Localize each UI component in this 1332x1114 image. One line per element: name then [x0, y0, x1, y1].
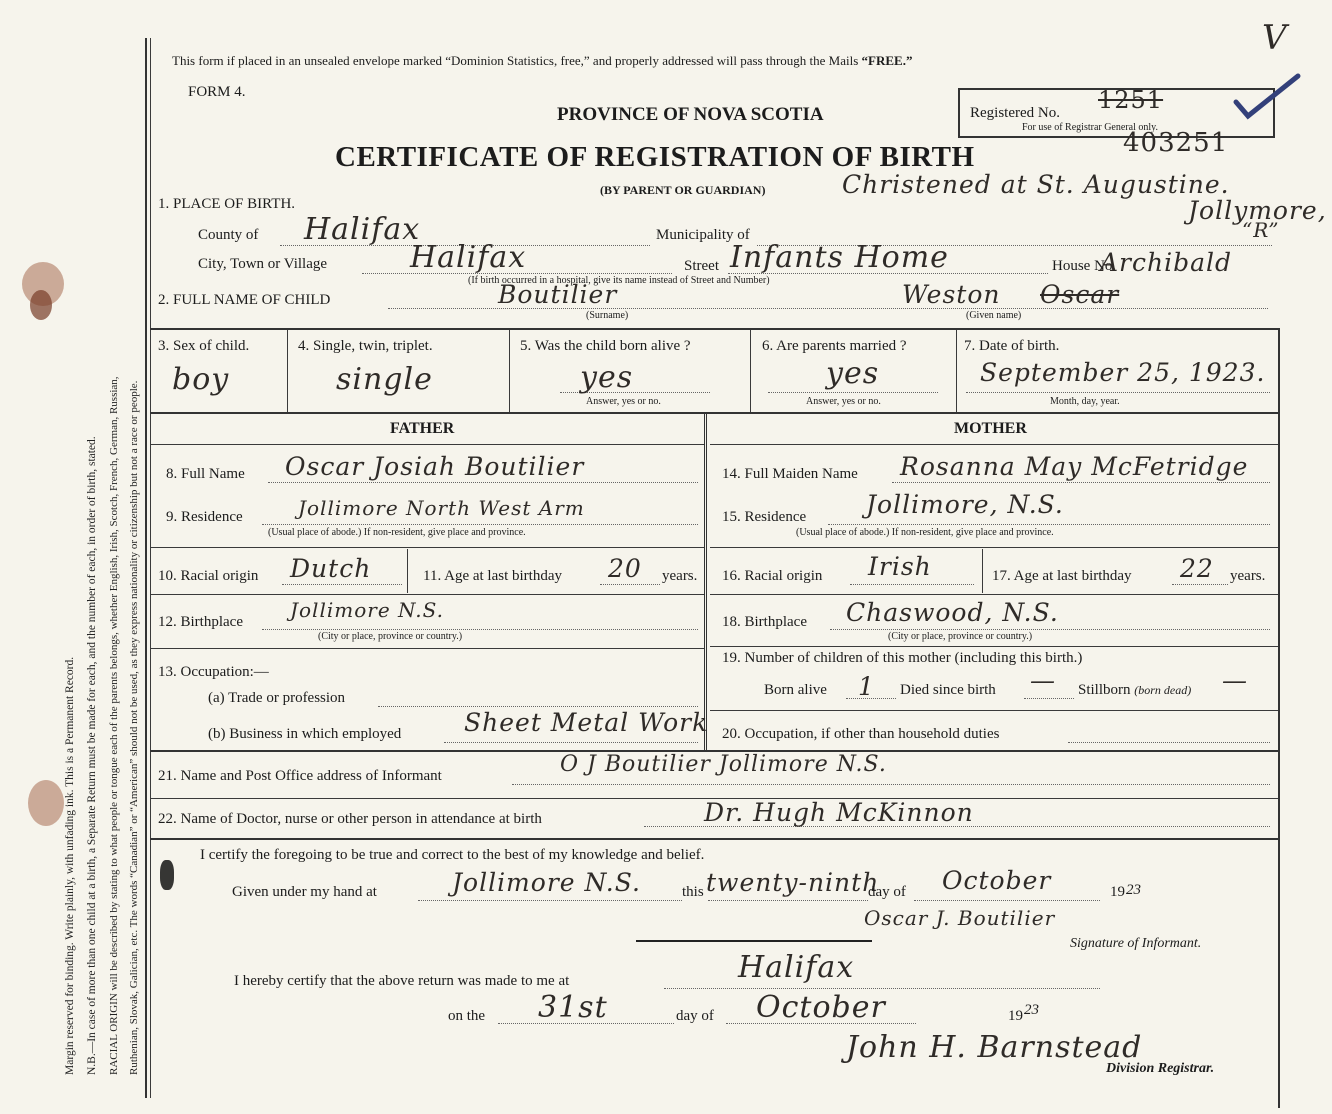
street-value: Infants Home — [730, 240, 949, 275]
margin-note: Ruthenian, Slovak, Galician, etc. The words “Canadian” or “American” should not be used, as they express nationality or citizenship but not a race or people. — [128, 380, 140, 1075]
given-under-hand-label: Given under my hand at — [232, 884, 377, 900]
on-the-label: on the — [448, 1008, 486, 1024]
sex-label: 3. Sex of child. — [158, 338, 250, 354]
registrar-certify-label: I hereby certify that the above return was made to me at — [234, 973, 570, 989]
paper-stain — [30, 290, 52, 320]
margin-note: Margin reserved for binding. Write plainly, with unfading ink. This is a Permanent Record. — [64, 656, 76, 1075]
stillborn-value: — — [1222, 666, 1248, 695]
registrar-caption: Division Registrar. — [1106, 1061, 1215, 1076]
registrar-day-value: 31st — [538, 990, 608, 1025]
business-value: Sheet Metal Work — [464, 708, 709, 737]
mother-name-label: 14. Full Maiden Name — [722, 466, 858, 482]
stillborn-note: (born dead) — [1134, 683, 1192, 697]
date-caption: Month, day, year. — [1050, 396, 1120, 407]
certify-statement: I certify the foregoing to be true and correct to the best of my knowledge and belief. — [200, 847, 705, 863]
registrar-month-value: October — [756, 990, 886, 1025]
mother-occupation-label: 20. Occupation, if other than household duties — [722, 726, 1000, 742]
father-birthplace-label: 12. Birthplace — [158, 614, 243, 630]
informant-label: 21. Name and Post Office address of Informant — [158, 768, 442, 784]
given-caption: (Given name) — [966, 310, 1022, 321]
county-value: Halifax — [304, 212, 421, 247]
informant-signature: Oscar J. Boutilier — [864, 906, 1056, 930]
city-value: Halifax — [410, 240, 527, 275]
died-value: — — [1030, 666, 1056, 695]
mother-birthplace-value: Chaswood, N.S. — [846, 598, 1059, 627]
registered-sub: For use of Registrar General only. — [1022, 122, 1158, 133]
given-year-suffix: 23 — [1126, 882, 1141, 898]
this-label: this — [682, 884, 704, 900]
mother-age-value: 22 — [1180, 554, 1214, 583]
registrar-year-suffix: 23 — [1024, 1002, 1039, 1018]
mother-residence-label: 15. Residence — [722, 509, 807, 525]
registered-label: Registered No. — [970, 105, 1060, 121]
occupation-label: 13. Occupation:— — [158, 664, 269, 680]
married-value: yes — [826, 356, 880, 391]
house-value: Archibald — [1100, 248, 1233, 277]
children-count-label: 19. Number of children of this mother (including this birth.) — [722, 650, 1083, 666]
registrar-place-value: Halifax — [738, 950, 855, 985]
alive-value: yes — [580, 360, 634, 395]
street-label: Street — [684, 258, 719, 274]
married-caption: Answer, yes or no. — [806, 396, 881, 407]
given-place-value: Jollimore N.S. — [452, 868, 641, 897]
county-label: County of — [198, 227, 259, 243]
father-age-label: 11. Age at last birthday — [423, 568, 562, 584]
date-value: September 25, 1923. — [980, 358, 1266, 387]
father-years: years. — [662, 568, 698, 584]
father-residence-caption: (Usual place of abode.) If non-resident, give place and province. — [268, 527, 526, 538]
margin-line — [145, 38, 147, 1098]
given-year-prefix: 19 — [1110, 884, 1125, 900]
informant-signature-caption: Signature of Informant. — [1070, 936, 1202, 951]
page-title: CERTIFICATE OF REGISTRATION OF BIRTH — [335, 141, 975, 173]
father-racial-label: 10. Racial origin — [158, 568, 259, 584]
informant-value: O J Boutilier Jollimore N.S. — [560, 752, 887, 777]
mother-racial-value: Irish — [868, 552, 932, 581]
this-day-value: twenty-ninth — [706, 868, 880, 897]
registrar-day-of-label: day of — [676, 1008, 714, 1024]
doctor-value: Dr. Hugh McKinnon — [704, 798, 974, 827]
married-label: 6. Are parents married ? — [762, 338, 907, 354]
corner-mark: V — [1262, 18, 1288, 58]
sex-value: boy — [172, 362, 230, 397]
christened-note: Christened at St. Augustine. — [842, 170, 1230, 199]
margin-note: N.B.—In case of more than one child at a birth, a Separate Return must be made for each, and the number of each, in order of birth, stated. — [86, 436, 98, 1075]
multiple-label: 4. Single, twin, triplet. — [298, 338, 433, 354]
registrar-signature: John H. Barnstead — [846, 1030, 1143, 1065]
mother-birthplace-label: 18. Birthplace — [722, 614, 807, 630]
mother-residence-value: Jollimore, N.S. — [866, 490, 1064, 519]
registrar-year-prefix: 19 — [1008, 1008, 1023, 1024]
alive-caption: Answer, yes or no. — [586, 396, 661, 407]
margin-line — [150, 38, 151, 1098]
died-label: Died since birth — [900, 682, 996, 698]
city-label: City, Town or Village — [198, 256, 328, 272]
christened-note-2: Jollymore, — [1188, 196, 1327, 225]
father-racial-value: Dutch — [290, 554, 372, 583]
house-label: House No. — [1052, 258, 1117, 274]
notice-text: This form if placed in an unsealed envelope marked “Dominion Statistics, free,” and properly addressed will pass through the Mails — [172, 53, 859, 68]
father-birthplace-caption: (City or place, province or country.) — [318, 631, 463, 642]
born-alive-label: Born alive — [764, 682, 827, 698]
paper-stain — [160, 860, 174, 890]
stillborn-text: Stillborn — [1078, 682, 1131, 698]
surname-caption: (Surname) — [586, 310, 629, 321]
father-residence-value: Jollimore North West Arm — [298, 496, 585, 520]
stillborn-label — [1078, 682, 1191, 699]
hospital-note: (If birth occurred in a hospital, give its name instead of Street and Number) — [468, 275, 770, 286]
trade-label: (a) Trade or profession — [208, 690, 346, 706]
mother-years: years. — [1230, 568, 1266, 584]
mother-name-value: Rosanna May McFetridge — [900, 452, 1249, 481]
mother-heading: MOTHER — [954, 420, 1027, 437]
day-of-label: day of — [868, 884, 906, 900]
born-alive-value: 1 — [858, 672, 875, 701]
margin-note: RACIAL ORIGIN will be described by stating to what people or tongue each of the parents belongs, whether English, Irish, Scotch, French, German, Russian, — [108, 376, 120, 1075]
subtitle: (BY PARENT OR GUARDIAN) — [600, 183, 766, 197]
notice — [172, 53, 912, 69]
paper-stain — [28, 780, 64, 826]
father-residence-label: 9. Residence — [166, 509, 243, 525]
doctor-label: 22. Name of Doctor, nurse or other person in attendance at birth — [158, 811, 542, 827]
checkmark-icon — [1232, 72, 1302, 127]
date-label: 7. Date of birth. — [964, 338, 1060, 354]
form-label: FORM 4. — [188, 84, 246, 100]
father-name-value: Oscar Josiah Boutilier — [285, 452, 585, 481]
multiple-value: single — [336, 362, 433, 397]
given-month-value: October — [942, 866, 1052, 895]
child-surname: Boutilier — [498, 280, 618, 309]
father-birthplace-value: Jollimore N.S. — [290, 598, 444, 622]
province-heading: PROVINCE OF NOVA SCOTIA — [557, 104, 824, 125]
place-of-birth-label: 1. PLACE OF BIRTH. — [158, 196, 296, 212]
father-heading: FATHER — [390, 420, 455, 437]
father-name-label: 8. Full Name — [166, 466, 245, 482]
mother-residence-caption: (Usual place of abode.) If non-resident, give place and province. — [796, 527, 1054, 538]
alive-label: 5. Was the child born alive ? — [520, 338, 691, 354]
child-given-name: Weston — [902, 280, 1001, 309]
notice-free: “FREE.” — [861, 53, 913, 68]
christened-note-3: “R” — [1242, 218, 1280, 242]
municipality-label: Municipality of — [656, 227, 750, 243]
business-label: (b) Business in which employed — [208, 726, 402, 742]
father-age-value: 20 — [608, 554, 642, 583]
child-name-label: 2. FULL NAME OF CHILD — [158, 292, 331, 308]
mother-racial-label: 16. Racial origin — [722, 568, 823, 584]
mother-age-label: 17. Age at last birthday — [992, 568, 1132, 584]
registered-number: 403251 — [1123, 128, 1229, 158]
child-given-name-crossed: Oscar — [1040, 280, 1120, 309]
registered-number-crossed: 1251 — [1098, 86, 1164, 114]
mother-birthplace-caption: (City or place, province or country.) — [888, 631, 1033, 642]
